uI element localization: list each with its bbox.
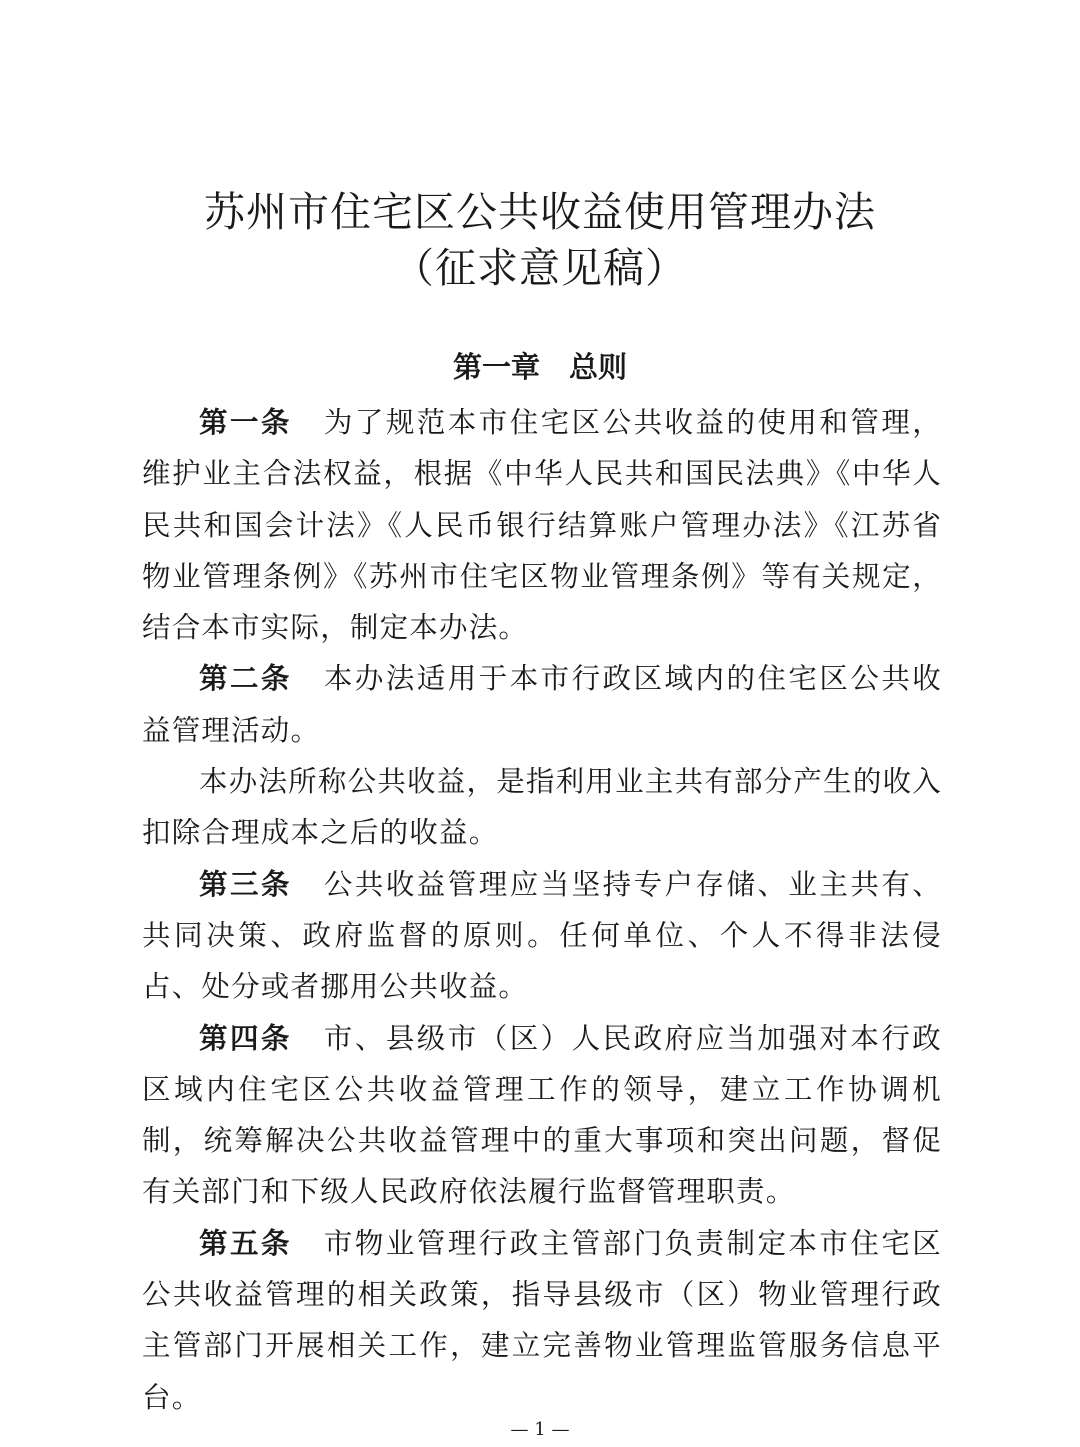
article-text: 市物业管理行政主管部门负责制定本市住宅区公共收益管理的相关政策，指导县级市（区）物业管理行政主管部门开展相关工作，建立完善物业管理监管服务信息平台。	[142, 1226, 942, 1414]
article-label: 第二条	[199, 662, 292, 696]
article-2	[142, 653, 942, 756]
article-3	[142, 859, 942, 1013]
article-text: 本办法适用于本市行政区域内的住宅区公共收益管理活动。	[142, 662, 942, 747]
article-text: 市、县级市（区）人民政府应当加强对本行政区域内住宅区公共收益管理工作的领导，建立工作协调机制，统筹解决公共收益管理中的重大事项和突出问题，督促有关部门和下级人民政府依法履行监督管理职责。	[142, 1021, 942, 1209]
article-label: 第四条	[199, 1021, 292, 1055]
document-body	[142, 397, 942, 1423]
article-text: 本办法所称公共收益，是指利用业主共有部分产生的收入扣除合理成本之后的收益。	[142, 765, 942, 850]
chapter-heading: 第一章 总则	[452, 350, 627, 384]
article-text: 为了规范本市住宅区公共收益的使用和管理，维护业主合法权益，根据《中华人民共和国民法典》《中华人民共和国会计法》《人民币银行结算账户管理办法》《江苏省物业管理条例》《苏州市住宅区物业管理条例》等有关规定，结合本市实际，制定本办法。	[142, 406, 942, 645]
article-label: 第五条	[199, 1226, 292, 1260]
document-subtitle: （征求意见稿）	[393, 244, 687, 292]
document-title: 苏州市住宅区公共收益使用管理办法	[204, 188, 876, 236]
article-2-paragraph-2	[142, 756, 942, 859]
article-5	[142, 1218, 942, 1423]
article-1	[142, 397, 942, 653]
article-label: 第三条	[199, 867, 292, 901]
article-label: 第一条	[199, 406, 292, 439]
article-4	[142, 1013, 942, 1218]
page-number: — 1 —	[510, 1419, 570, 1440]
article-text: 公共收益管理应当坚持专户存储、业主共有、共同决策、政府监督的原则。任何单位、个人不得非法侵占、处分或者挪用公共收益。	[142, 867, 942, 1004]
